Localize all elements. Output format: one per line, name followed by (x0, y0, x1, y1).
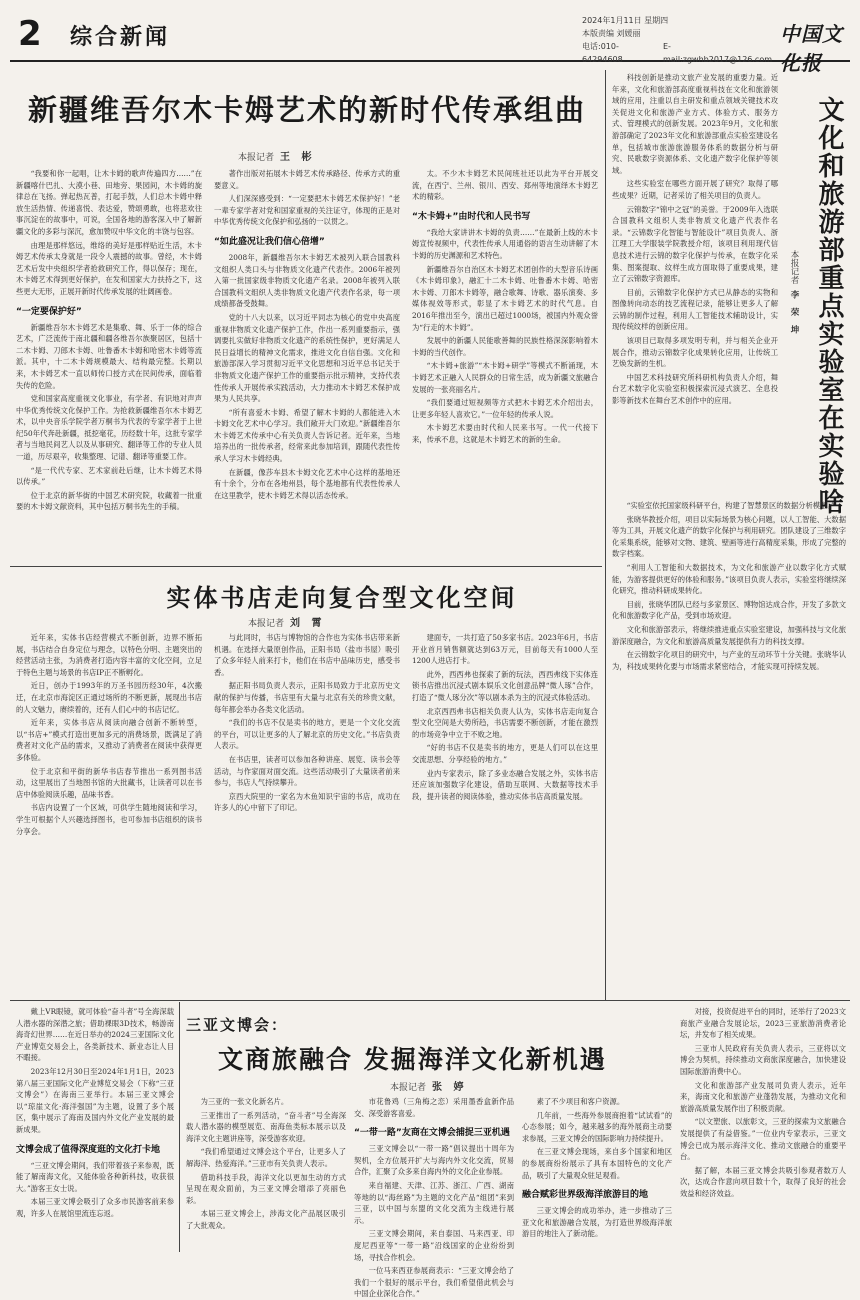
section-divider (10, 566, 602, 567)
paragraph: 戴上VR眼镜，就可体验“奋斗者”号全海深载人潜水器的深潜之旅；借助裸眼3D技术，畅游南海奇幻世界……在近日举办的2024三亚国际文化产业博览交易会上，各类新技术、新业态让人目不暇接。 (16, 1007, 174, 1063)
paragraph: “以文塑旅、以旅彰文，三亚的探索为文旅融合发展提供了有益借鉴。”一位业内专家表示，三亚文博会已成为展示海洋文化、推动文旅融合的重要平台。 (680, 1117, 846, 1162)
paragraph: 在新疆，像莎车县木卡姆文化艺术中心这样的基地还有十余个，分布在各地州县，每个基地都有代表性传承人在这里教学，使木卡姆艺术得以活态传承。 (214, 467, 400, 500)
paragraph: 文化和旅游部产业发展司负责人表示，近年来，海南文化和旅游产业蓬勃发展，为推动文化和旅游高质量发展作出了积极贡献。 (680, 1080, 846, 1113)
paragraph: 近年来，实体书店从阅读向融合创新不断转型，以“书店+”模式打造出更加多元的消费场景，既满足了消费者对文化产品的需求，又推动了消费者在阅读中获得更多体验。 (16, 718, 202, 762)
paragraph: 三亚文博会的成功举办，进一步推动了三亚文化和旅游融合发展，为打造世界级海洋旅游目的地注入了新动能。 (522, 1206, 672, 1239)
subheading: “一定要保护好” (16, 306, 82, 317)
byline-label: 本报记者 (238, 153, 275, 163)
byline-name: 王 彬 (280, 152, 316, 163)
paragraph: “我们的书店不仅是卖书的地方，更是一个文化交流的平台，可以让更多的人了解北京的历史文化。”书店负责人表示。 (214, 718, 400, 751)
paragraph: 在书店里，读者可以参加各种讲座、展览、读书会等活动，与作家面对面交流。这些活动吸引了大量读者前来参与，书店人气持续攀升。 (214, 754, 400, 788)
paragraph: 新疆维吾尔木卡姆艺术是集歌、舞、乐于一体的综合艺术，广泛流传于南北疆和疆各维吾尔族聚居区，包括十二木卡姆、刀郎木卡姆、吐鲁番木卡姆和哈密木卡姆等流派。其中，十二木卡姆规模最大、结构最完整。长期以来，木卡姆艺术一直以师传口授方式在民间传承，面临着失传的危险。 (16, 322, 202, 390)
paragraph: 在三亚文博会现场，来自多个国家和地区的参展商纷纷展示了具有本国特色的文化产品，吸引了大量观众驻足观看。 (522, 1147, 672, 1180)
paragraph: “所有喜爱木卡姆、希望了解木卡姆的人都能进入木卡姆文化艺术中心学习。我们敞开大门欢迎。”新疆维吾尔木卡姆艺术传承中心有关负责人告诉记者。近年来，当地培养出的一批传承者，经常来此参加培训，跟随代表性传承人学习木卡姆经典。 (214, 407, 400, 464)
article-d-byline (390, 1078, 468, 1093)
article-d-column-2 (354, 1096, 514, 1299)
byline-label: 本报记者 (390, 1083, 427, 1093)
paragraph: 本届三亚文博会吸引了众多市民游客前来参观，许多人在展馆里流连忘返。 (16, 1197, 174, 1218)
paragraph: 一位马来西亚参展商表示：“三亚文博会给了我们一个很好的展示平台，我们希望借此机会与中国企业深化合作。” (354, 1266, 514, 1299)
section-name: 综合新闻 (70, 24, 171, 50)
paragraph: 木卡姆艺术要由时代和人民来书写。一代一代接下来，传承不息，这就是木卡姆艺术的新的生命。 (412, 423, 598, 444)
section-divider (10, 1000, 850, 1001)
paragraph: 新疆维吾尔自治区木卡姆艺术团创作的大型音乐诗画《木卡姆印象》，融汇十二木卡姆、吐鲁番木卡姆、哈密木卡姆、刀郎木卡姆等，融合歌舞、诗歌、器乐演奏、多媒体视效等形式，彰显了木卡姆艺术的时代气息。自2016年推出至今，演出已超过1000场，被国内外观众誉为“行走的木卡姆”。 (412, 264, 598, 332)
paragraph: 京西大院里的一家名为木鱼知识宇宙的书店，成功在许多人的心中留下了印记。 (214, 791, 400, 813)
subheading: 文博会成了值得深度逛的文化打卡地 (16, 1144, 161, 1155)
byline-name: 张 婷 (432, 1082, 468, 1093)
paragraph: 业内专家表示，除了多业态融合发展之外，实体书店还应该加强数字化建设，借助互联网、大数据等技术手段，提升读者的阅读体验，推动实体书店高质量发展。 (412, 768, 598, 801)
newspaper-logo: 中国文化报 (780, 22, 843, 75)
paragraph: 党和国家高度重视文化事业，有学者、有识地对声声中华优秀传统文化保护工作。为抢救新疆维吾尔木卡姆艺术，以中央音乐学院学者万桐书为代表的专家学者于上世纪50年代奔赴新疆，抵挖毫花，历经数十年，这批专家学者与当地民间艺人以及从事研究、翻译等工作的专业人员一道，历尽艰辛，收集整理、记谱、翻译等重要工作。 (16, 394, 202, 462)
paragraph: 2023年12月30日至2024年1月1日，2023第八届三亚国际文化产业博览交易会（下称“三亚文博会”）在海南三亚举行。本届三亚文博会以“琼崖文化·海洋强国”为主题，设置了多个展区，集中展示了海南及国内外文化产业发展的最新成果。 (16, 1066, 174, 1134)
paragraph: 由理是那样悠远，维络的美好是那样贴近生活，木卡姆艺术传承太身就是一段令人震撼的故事。曾经，木卡姆艺术后发中央组织学者抢救研究工作，得以保存；现在，木卡姆艺术得到更好保护，在发和国家大力扶持之下，这些更大无形，正展开新时代传承发展的壮阔画卷。 (16, 240, 202, 296)
article-c-column-2 (214, 632, 400, 996)
paragraph: 与此同时，书店与博物馆的合作也为实体书店带来新机遇。在选择大量原创作品，正阳书局（盐市书屋）吸引了众多年轻人前来打卡，他们在书店中品味历史，感受书香。 (214, 633, 400, 677)
paragraph: “三亚文博会期间，我们带着孩子来参观，既能了解南海文化，又能体验各种新科技，收获很大。”游客王女士说。 (16, 1160, 174, 1193)
paragraph: “我们要通过短视频等方式把木卡姆艺术介绍出去，让更多年轻人喜欢它。”一位年轻的传承人说。 (412, 398, 598, 419)
paragraph: “我们希望通过文博会这个平台，让更多人了解海洋、热爱海洋。”三亚市有关负责人表示。 (186, 1147, 346, 1168)
article-d-headline: 文商旅融合 发掘海洋文化新机遇 (218, 1045, 607, 1074)
paragraph: 对接，投资促进平台的同时，还举行了2023文商旅产业融合发展论坛，2023三亚旅游消费者论坛，并发布了相关成果。 (680, 1007, 846, 1040)
paragraph: “是一代代专家、艺术家前赴后继，让木卡姆艺术得以传承。” (16, 465, 202, 487)
article-b-byline (780, 250, 800, 336)
page-editor: 本版责编 刘媛丽 (582, 29, 641, 38)
paragraph: 位于北京的新华街的中国艺术研究院，收藏着一批重要的木卡姆文献资料，其中包括万桐书先生的手稿。 (16, 490, 202, 512)
article-a-column-2 (214, 168, 400, 562)
byline-label: 本报记者 (248, 619, 285, 629)
article-c-column-3 (412, 632, 598, 996)
paragraph: 文化和旅游部表示，将继续推进重点实验室建设，加强科技与文化旅游深度融合，为文化和旅游高质量发展提供有力的科技支撑。 (612, 624, 846, 646)
byline-name: 李 荣 坤 (789, 290, 799, 337)
byline-label: 本报记者 (789, 250, 799, 284)
paragraph: “利用人工智能和大数据技术，为文化和旅游产业以数字化方式赋能，为游客提供更好的体验和服务。”该项目负责人表示，实验室将继续深化研究，推动科研成果转化。 (612, 562, 846, 596)
paragraph: 市花鲁鸡（三角梅之恋）采用墨香盒新作品交、深受游客喜爱。 (354, 1097, 514, 1118)
article-a-column-1 (16, 168, 202, 562)
paragraph: 几年前，一些海外参展商抱着“试试看”的心态参展；如今，越来越多的海外展商主动要求参展，三亚文博会的国际影响力持续提升。 (522, 1110, 672, 1143)
paragraph: 发展中的新疆人民能歌善舞的民族性格深深影响着木卡姆的当代创作。 (412, 336, 598, 357)
article-c-column-1 (16, 632, 202, 996)
paragraph: 目前，云锦数字化保护方式已从静态的实物和图像转向动态的技艺流程记录，能够让更多人了解云锦的制作过程，利用人工智能技术辅助设计，实现传统纹样的创新应用。 (612, 287, 778, 332)
paragraph: 著作出版对拓展木卡姆艺术传承路径、传承方式的重要意义。 (214, 169, 400, 190)
paragraph: 党的十八大以来，以习近平同志为核心的党中央高度重视非物质文化遗产保护工作，作出一系列重要指示，强调要扎实做好非物质文化遗产的系统性保护，更好满足人民日益增长的精神文化需求，推进文化自信自强。文化和旅游部深入学习贯彻习近平文化思想和习近平总书记关于非物质文化遗产保护工作的重要指示批示精神，支持代表性传承人开展传承实践活动，大力推动木卡姆艺术保护成果为人民共享。 (214, 312, 400, 404)
paragraph: 在云锦数字化项目的研究中，与产业的互动环节十分关键。张晓华认为，科技成果转化要与市场需求紧密结合，才能实现可持续发展。 (612, 650, 846, 671)
paragraph: “我要和你一起唱，让木卡姆的歌声传遍四方……”在新疆喀什巴扎、大漠小巷、田地旁、果园间，木卡姆的旋律总在飞扬。弹起热瓦普，打起手鼓，人们总木卡姆中释放生活热情、传递喜悦、表达爱，赞颂勇敢，也将悲欢往事沉淀在的故事中，可说，全国各地的游客深入中了解新疆文化的多彩与深沉，愈加赞叹中华文化的丰饶与包容。 (16, 169, 202, 236)
paragraph: 张晓华教授介绍，项目以实际场景为核心问题，以人工智能、大数据等为工具，开展文化遗产的数字化保护与利用研究。团队建设了三维数字化采集系统，能够对文物、建筑、壁画等进行高精度采集，形成了完整的数字档案。 (612, 514, 846, 559)
paragraph: 人们深深感受到：“一定要把木卡姆艺术保护好！”老一辈专家学者对党和国家重视的关注证守，体现的正是对中华优秀传统文化保护和弘扬的一以贯之。 (214, 194, 400, 227)
paragraph: 目前，张晓华团队已经与多家景区、博物馆达成合作，开发了多款文化和旅游数字化产品，受到市场欢迎。 (612, 599, 846, 621)
article-a-byline (238, 148, 316, 163)
paragraph: 建面专，一共打造了50多家书店。2023年6月，书店开业首月销售额就达到63万元，目前每天有1000人至1200人进店打卡。 (412, 633, 598, 666)
paragraph: 这些实验室在哪些方面开展了研究？取得了哪些成果？近期，记者采访了相关项目的负责人。 (612, 179, 778, 200)
paragraph: 科技创新是推动文旅产业发展的重要力量。近年来，文化和旅游部高度重视科技在文化和旅游领域的应用，注重以自主研发和重点领域关键技术攻关促进文化和旅游产业方式、体验方式、服务方式、管理模式的创新发展。2023年9月，文化和旅游部确定了2023年文化和旅游部重点实验室建设名单，包括城市旅游旅游服务体系的数据分析与研究、民歌数字资源体系、文化遗产数字化保护等领域。 (612, 73, 778, 175)
paragraph: 借助科技手段，海洋文化以更加生动的方式呈现在观众面前，为三亚文博会增添了亮丽色彩。 (186, 1172, 346, 1205)
paragraph: 云锦数字“锦中之冠”的美誉。于2009年入选联合国教科文组织人类非物质文化遗产代表作名录。“云锦数字化智能与智能设计”项目负责人、浙江理工大学服装学院教授介绍，该项目利用现代信息技术进行云锦的数字化保护与传承，在数字化采集、图案提取、纹样生成方面取得了重要成果，建立了云锦数字资源库。 (612, 204, 778, 284)
paragraph: 本届三亚文博会上，涉海文化产品展区吸引了大批观众。 (186, 1209, 346, 1230)
article-a-headline: 新疆维吾尔木卡姆艺术的新时代传承组曲 (28, 93, 587, 127)
paragraph: 2008年，新疆维吾尔木卡姆艺术被列入联合国教科文组织人类口头与非物质文化遗产代表作。2006年被列入第一批国家级非物质文化遗产名录。2008年被列入联合国教科文组织人类非物质文化遗产代表作名录，每一项成绩都备受鼓舞。 (214, 252, 400, 309)
article-b-column-2 (612, 500, 846, 996)
column-divider (605, 70, 606, 1000)
paragraph: 为三亚的一张文化新名片。 (200, 1097, 289, 1106)
paragraph: 近年来，实体书店经营模式不断创新，边界不断拓展，书店结合自身定位与理念，以特色分明、主题突出的经营活动主张，为消费者打造内容丰富的文化空间，立足于特色主题与场景的书店IP正不断孵化。 (16, 633, 202, 677)
issue-date: 2024年1月11日 星期四 (582, 16, 669, 25)
paragraph: “木卡姆+旅游”“木卡姆+研学”等模式不断涌现，木卡姆艺术正融入人民群众的日常生活，成为新疆文旅融合发展的一张亮丽名片。 (412, 361, 598, 394)
paragraph: 该项目已取得多项发明专利，并与相关企业开展合作，推动云锦数字化成果转化应用，让传统工艺焕发新的生机。 (612, 336, 778, 369)
paragraph: “我给大家讲讲木卡姆的负责……”在最新上线的木卡姆宣传视频中，代表性传承人用通俗的语言生动讲解了木卡姆的历史渊源和艺术特色。 (412, 227, 598, 260)
paragraph: “好的书店不仅是卖书的地方，更是人们可以在这里交流思想、分享经验的地方。” (412, 743, 598, 764)
contact-phone: 电话:010-64294608 (582, 42, 623, 64)
byline-name: 刘 霄 (290, 618, 326, 629)
article-d-column-3 (522, 1096, 672, 1252)
paragraph: 素了不少项目和客户资源。 (536, 1097, 625, 1106)
paragraph: 书店内设置了一个区域，可供学生随地阅读和学习，学生可根据个人兴趣选择图书，也可参加书店组织的读书分享会。 (16, 803, 202, 836)
paragraph: “实验室依托国家级科研平台，构建了智慧景区的数据分析模型。” (626, 501, 835, 510)
subheading: 融合赋彩世界级海洋旅游目的地 (522, 1190, 649, 1201)
masthead-meta (582, 14, 772, 66)
paragraph: 近日，创办于1993年的万圣书园历经30年，4次搬迁，在北京市海淀区正通过场所的不断更新，展现出书店的人文魅力，赓续着的，还有人们心中的书店记忆。 (16, 681, 202, 714)
paragraph: 此外，西西弗也探索了新的玩法，西西弗线下实体连锁书店推出沉浸式剧本娱乐文化创意品牌“微人琢”合作，打造了“微人琢分次”等以剧本杀为主的沉浸式体验活动。 (412, 669, 598, 702)
article-b-column-1 (612, 72, 778, 492)
masthead (10, 6, 850, 75)
paragraph: 三亚推出了一系列活动，“奋斗者”号全海深载人潜水器的模型展览、南海鱼类标本展示以及海洋文化主题讲座等，深受游客欢迎。 (186, 1110, 346, 1143)
paragraph: 三亚市人民政府有关负责人表示，三亚将以文博会为契机，持续推动文商旅深度融合，加快建设国际旅游消费中心。 (680, 1043, 846, 1076)
paragraph: 中国艺术科技研究所科研机构负责人介绍，舞台艺术数字化实验室积极探索沉浸式演艺、全息投影等新技术在舞台艺术创作中的应用。 (612, 372, 778, 406)
paragraph: 三亚文博会以“一带一路”倡议提出十周年为契机，全方位展开扩大与海内外文化交流，贸易合作，汇聚了众多来自海内外的文化企业参展。 (354, 1144, 514, 1177)
paragraph: 三亚文博会期间，来自泰国、马来西亚、印度尼西亚等“一带一路”沿线国家的企业纷纷到场，寻找合作机会。 (354, 1229, 514, 1262)
paragraph: 太。不少木卡姆艺术民间班社还以此为平台开展交流，在西宁、兰州、银川、西安、郑州等地演绎木卡姆艺术的精彩。 (412, 169, 598, 202)
article-a-column-3 (412, 168, 598, 562)
article-d-column-4 (680, 1006, 846, 1252)
contact-email: E-mail:zgwhb2017@126.com (662, 42, 772, 64)
subheading: “一带一路”友商在文博会捕捉三亚机遇 (354, 1128, 510, 1139)
paragraph: 据正阳书局负责人表示，正阳书局致力于北京历史文献的保护与传播，书店里有大量与北京有关的珍贵文献，每年都会举办各类文化活动。 (214, 681, 400, 714)
paragraph: 北京西西弗书店相关负责人认为，实体书店走向复合型文化空间是大势所趋，书店需要不断创新，才能在激烈的市场竞争中立于不败之地。 (412, 706, 598, 739)
article-d-kicker: 三亚文博会： (186, 1016, 289, 1034)
article-c-headline: 实体书店走向复合型文化空间 (166, 583, 518, 612)
article-d-left-column (16, 1006, 174, 1252)
article-c-byline (248, 614, 326, 629)
article-d-column-1 (186, 1096, 346, 1252)
paragraph: 据了解，本届三亚文博会共吸引参观者数万人次，达成合作意向项目数十个，取得了良好的社会效益和经济效益。 (680, 1165, 846, 1198)
paragraph: 位于北京和平街的新华书店春节推出一系列图书活动，这里展出了当地图书馆的大批藏书，让读者可以在书店中体验阅读乐趣，品味书香。 (16, 766, 202, 799)
paragraph: 来自福建、天津、江苏、浙江、广西、湖南等地的以“海丝路”为主题的文化产品“组团”来到三亚，以中国与东盟的文化交流为主线进行展示。 (354, 1180, 514, 1225)
subheading: “如此盛况让我们信心倍增” (214, 236, 325, 247)
article-b-headline: 文化和旅游部重点实验室在实验啥 (814, 96, 844, 516)
page-number: 2 (18, 14, 42, 54)
subheading: “木卡姆+”由时代和人民书写 (412, 211, 531, 222)
